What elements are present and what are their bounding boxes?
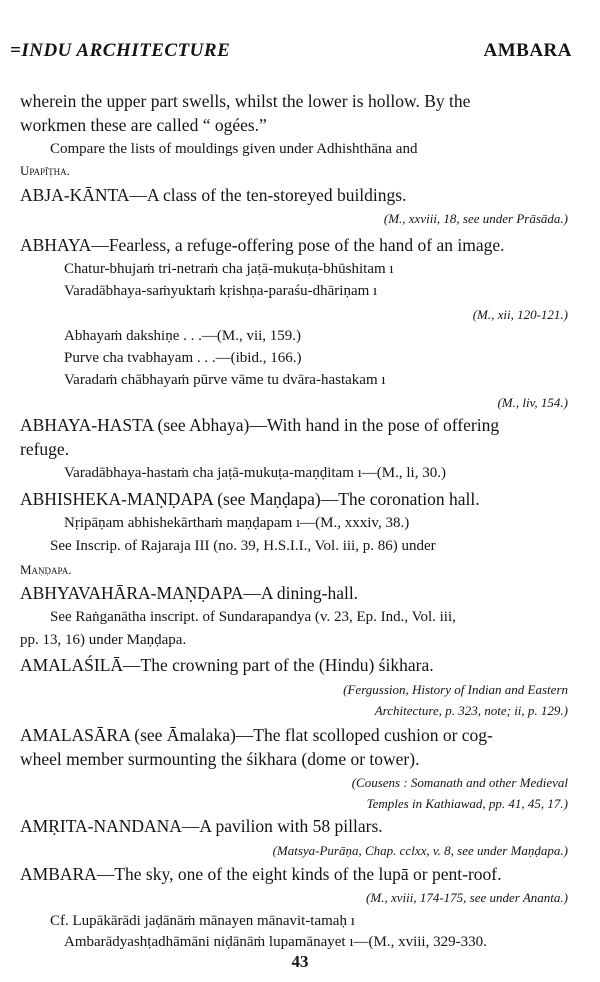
- text-line: wheel member surmounting the śikhara (dome or tower).: [20, 749, 420, 769]
- running-head-title: =INDU ARCHITECTURE: [10, 40, 231, 61]
- citation: (Matsya-Purāṇa, Chap. cclxx, v. 8, see under Maṇḍapa.): [272, 843, 568, 858]
- text-line: pp. 13, 16) under Maṇḍapa.: [20, 632, 187, 648]
- quotation-line: Varadābhaya-saṁyuktaṁ kṛishṇa-paraśu-dhāriṇam ı: [64, 283, 378, 299]
- text-line: workmen these are called “ ogées.”: [20, 115, 267, 135]
- entry-heading: AMBARA—The sky, one of the eight kinds of the lupā or pent-roof.: [20, 864, 502, 884]
- text-line: See Raṅganātha inscript. of Sundarapandya (v. 23, Ep. Ind., Vol. iii,: [50, 609, 456, 625]
- text-line: wherein the upper part swells, whilst the lower is hollow. By the: [20, 91, 471, 111]
- quotation-line: Chatur-bhujaṁ tri-netraṁ cha jaṭā-mukuṭa-bhūshitam ı: [64, 261, 394, 277]
- citation: Temples in Kathiawad, pp. 41, 45, 17.): [366, 796, 568, 811]
- quotation-line: Purve cha tvabhayam . . .—(ibid., 166.): [64, 350, 302, 366]
- page-number: 43: [291, 952, 309, 971]
- citation: (Cousens : Somanath and other Medieval: [351, 775, 568, 790]
- quotation-line: Cf. Lupākārādi jaḍānāṁ mānayen mānavit-tamaḥ ı: [50, 913, 355, 929]
- entry-heading: ABHAYA-HASTA (see Abhaya)—With hand in the pose of offering: [20, 415, 500, 435]
- quotation-line: Varadaṁ chābhayaṁ pūrve vāme tu dvāra-hastakam ı: [64, 372, 386, 388]
- entry-heading: ABHISHEKA-MAṆḌAPA (see Maṇḍapa)—The coronation hall.: [20, 489, 480, 509]
- text-line: refuge.: [20, 439, 70, 459]
- citation: (M., xxviii, 18, see under Prāsāda.): [383, 211, 568, 226]
- quotation-line: Abhayaṁ dakshiṇe . . .—(M., vii, 159.): [64, 328, 302, 344]
- text-line: Compare the lists of mouldings given under Adhishthāna and: [50, 141, 418, 157]
- entry-heading: AMALASĀRA (see Āmalaka)—The flat scolloped cushion or cog-: [20, 725, 493, 745]
- text-line: Maṇḍapa.: [20, 562, 72, 577]
- citation: (M., xviii, 174-175, see under Ananta.): [366, 890, 568, 905]
- entry-heading: ABHAYA—Fearless, a refuge-offering pose of the hand of an image.: [20, 235, 505, 255]
- citation: (Fergussion, History of Indian and Eastern: [343, 682, 568, 697]
- quotation-line: Ambarādyashṭadhāmāni niḍānāṁ lupamānayet ı—(M., xviii, 329-330.: [64, 934, 487, 950]
- text-line: See Inscrip. of Rajaraja III (no. 39, H.S.I.I., Vol. iii, p. 86) under: [50, 538, 436, 554]
- entry-heading: AMṚITA-NANDANA—A pavilion with 58 pillars.: [20, 816, 383, 836]
- entry-heading: ABHYAVAHĀRA-MAṆḌAPA—A dining-hall.: [20, 583, 359, 603]
- citation: Architecture, p. 323, note; ii, p. 129.): [374, 703, 568, 718]
- quotation-line: Varadābhaya-hastaṁ cha jaṭā-mukuṭa-maṇḍitam ı—(M., li, 30.): [64, 465, 446, 481]
- citation: (M., liv, 154.): [497, 395, 568, 410]
- citation: (M., xii, 120-121.): [472, 307, 568, 322]
- running-head-entry: AMBARA: [483, 40, 572, 61]
- text-line: Upapīṭha.: [20, 163, 70, 178]
- entry-heading: ABJA-KĀNTA—A class of the ten-storeyed buildings.: [20, 185, 407, 205]
- entry-heading: AMALAŚILĀ—The crowning part of the (Hindu) śikhara.: [20, 655, 434, 675]
- quotation-line: Nṛipāṇam abhishekārthaṁ maṇḍapam ı—(M., xxxiv, 38.): [64, 515, 410, 531]
